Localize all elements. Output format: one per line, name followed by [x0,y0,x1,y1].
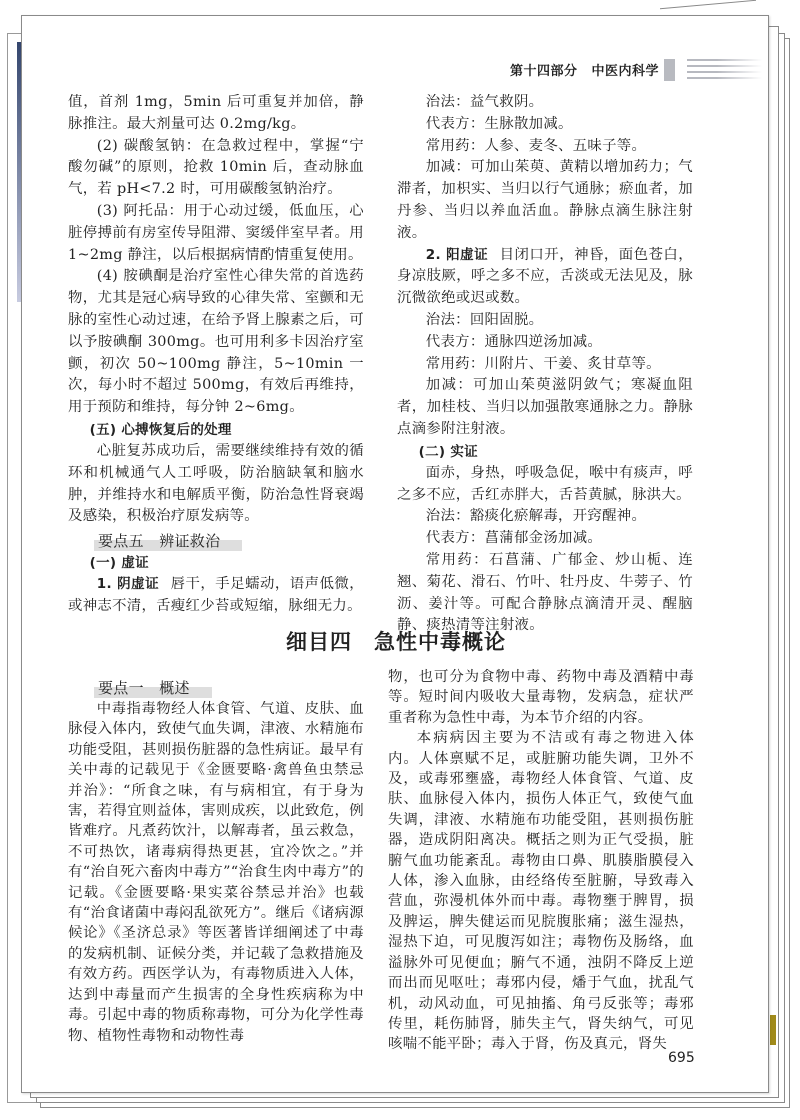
header-section: 第十四部分 [510,64,578,79]
page-number: 695 [668,1050,695,1066]
header-marker-block [664,59,675,81]
key-point-heading: 要点一 概述 [94,678,212,698]
key-point-heading: 要点五 辨证救治 [94,531,242,551]
left-top-column [68,92,364,618]
section-title: 细目四 急性中毒概论 [286,629,506,654]
paragraph: 常用药：川附片、干姜、炙甘草等。 [425,355,661,372]
paragraph: 值，首剂 1mg，5min 后可重复并加倍，静脉推注。最大剂量可达 0.2mg/kg。 [68,94,364,132]
paragraph: 加减：可加山茱萸、黄精以增加药力；气滞者，加枳实、当归以行气通脉；瘀血者，加丹参、当归以养血活血。静脉点滴生脉注射液。 [397,159,693,241]
paragraph: 物，也可分为食物中毒、药物中毒及酒精中毒等。短时间内吸收大量毒物，发病急，症状严重者称为急性中毒，为本节介绍的内容。 [388,669,694,726]
term-label: 1. 阴虚证 [96,576,160,593]
paragraph: 代表方：通脉四逆汤加减。 [425,333,603,350]
running-header [510,60,659,79]
paragraph: 中毒指毒物经人体食管、气道、皮肤、血脉侵入体内，致使气血失调，津液、水精施布功能受阻，甚则损伤脏器的急性病证。最早有关中毒的记载见于《金匮要略·禽兽鱼虫禁忌并治》：“所食之味，有与病相宜，有于身为害，若得宜则益体，害则成疾，以此致危，例皆难疗。凡煮药饮汁，以解毒者，虽云救急，不可热饮，诸毒病得热更甚，宜冷饮之。”并有“治自死六畜肉中毒方”“治食生肉中毒方”的记载。《金匮要略·果实菜谷禁忌并治》也载有“治食诸菌中毒闷乱欲死方”。继后《诸病源候论》《圣济总录》等医著皆详细阐述了中毒的发病机制、证候分类，并记载了急救措施及有效方药。西医学认为，有毒物质进入人体，达到中毒量而产生损害的全身性疾病称为中毒。引起中毒的物质称毒物，可分为化学性毒物、植物性毒物和动物性毒 [68,701,364,1044]
term-text: 目闭口开，神昏，面色苍白，身凉肢厥，呼之多不应，舌淡或无法见及，脉沉微欲绝或迟或数。 [397,246,693,307]
left-bottom-column [68,678,364,1046]
paragraph: 本病病因主要为不洁或有毒之物进入体内。人体禀赋不足，或脏腑功能失调，卫外不及，或毒邪壅盛，毒物经人体食管、气道、皮肤、血脉侵入体内，损伤人体正气，致使气血失调，津液、水精施布功能受阻，甚则损伤脏器，造成阴阳离决。概括之则为正气受损，脏腑气血功能紊乱。毒物由口鼻、肌腠脂膜侵入人体，渗入血脉，由经络传至脏腑，导致毒入营血，弥漫机体外而中毒。毒物壅于脾胃，损及脾运，脾失健运而见脘腹胀痛；滋生湿热，湿热下迫，可见腹泻如注；毒物伤及肠络，血溢脉外可见便血；腑气不通，浊阴不降反上逆而出而见呕吐；毒邪内侵，燔于气血，扰乱气机，动风动血，可见抽搐、角弓反张等；毒邪传里，耗伤肺肾，肺失主气，肾失纳气，可见咳喘不能平卧；毒入于肾，伤及真元，肾失 [388,730,694,1053]
paragraph: (2) 碳酸氢钠：在急救过程中，掌握“宁酸勿碱”的原则，抢救 10min 后，查动脉血气，若 pH<7.2 时，可用碳酸氢钠治疗。 [68,137,364,198]
subheading: (二) 实证 [418,443,478,460]
paragraph: 常用药：石菖蒲、广郁金、炒山栀、连翘、菊花、滑石、竹叶、牡丹皮、牛蒡子、竹沥、姜汁等。可配合静脉点滴清开灵、醒脑静、痰热清等注射液。 [397,551,693,634]
right-bottom-column [388,667,694,1055]
paragraph: 治法：豁痰化瘀解毒，开窍醒神。 [425,508,647,525]
paragraph: 治法：回阳固脱。 [425,311,544,328]
term-label: 2. 阳虚证 [425,246,489,263]
back-page-tab [770,1015,776,1045]
header-subject: 中医内科学 [591,64,660,79]
paragraph: (3) 阿托品：用于心动过缓，低血压，心脏停搏前有房室传导阻滞、窦缓伴室早者。用 1~2mg 静注，以后根据病情酌情重复使用。 [68,202,364,263]
subheading: (一) 虚证 [89,555,149,572]
paragraph: 代表方：菖蒲郁金汤加减。 [425,530,603,547]
paragraph: 常用药：人参、麦冬、五味子等。 [425,137,647,154]
paragraph: 面赤，身热，呼吸急促，喉中有痰声，呼之多不应，舌红赤胖大，舌苔黄腻，脉洪大。 [397,464,693,503]
paragraph: 代表方：生脉散加减。 [425,115,573,132]
paragraph: (4) 胺碘酮是治疗室性心律失常的首选药物，尤其是冠心病导致的心律失常、室颤和无脉的室性心动过速，在给予肾上腺素之后，可以予胺碘酮 300mg。也可用利多卡因治疗室颤，初次 50~100mg 静注，5~10min 一次，每小时不超过 500mg，有效后再维持，用于预防和维持，每分钟 2~6mg。 [68,268,364,416]
paragraph [68,574,364,618]
paragraph [397,245,693,310]
right-top-column [397,92,693,637]
paragraph: 治法：益气救阴。 [425,94,544,110]
term-text: 唇干，手足蠕动，语声低微，或神志不清，舌瘦红少苔或短缩，脉细无力。 [68,576,364,614]
page [21,15,769,1093]
paragraph: 加减：可加山茱萸滋阴敛气；寒凝血阻者，加桂枝、当归以加强散寒通脉之力。静脉点滴参附注射液。 [397,377,693,437]
paragraph: 心脏复苏成功后，需要继续维持有效的循环和机械通气人工呼吸，防治脑缺氧和脑水肿，并维持水和电解质平衡，防治急性肾衰竭及感染，积极治疗原发病等。 [68,442,364,525]
subheading: (五) 心搏恢复后的处理 [89,421,232,438]
header-marker-lines [687,59,762,81]
